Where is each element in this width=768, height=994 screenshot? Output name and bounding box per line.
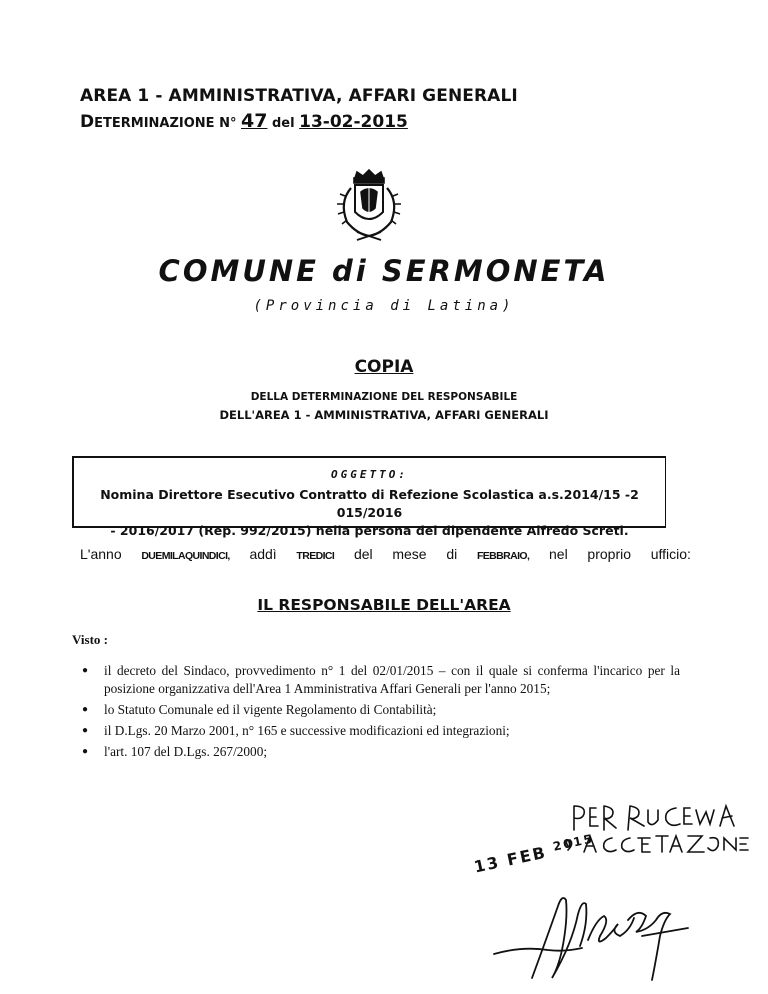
det-date: 13-02-2015 [299,112,408,132]
anno-sentence [80,546,691,562]
visto-list [104,662,680,764]
oggetto-text [78,486,661,540]
comune-title: COMUNE di SERMONETA [158,254,610,288]
anno-word: L'anno [80,546,122,562]
det-del: del [272,116,295,131]
signature [492,880,692,990]
anno-proprio: proprio [587,546,632,562]
oggetto-box [72,456,666,538]
oggetto-label: OGGETTO: [331,468,408,481]
anno-nel: nel [549,546,568,562]
coat-of-arms-icon [333,168,405,248]
anno-del: del [353,546,373,562]
list-item: ● il decreto del Sindaco, provvedimento n° 1 del 02/01/2015 – con il quale si conferma l'incarico per la posizione organizzativa dell'Area 1 Amministrativa Affari Generali per l'anno 2015; [104,662,680,698]
anno-mese: mese [392,546,427,562]
list-item: ● l'art. 107 del D.Lgs. 267/2000; [104,743,680,761]
visto-label: Visto : [72,632,108,647]
copia-title: COPIA [354,357,414,377]
det-number-label: N° [219,116,237,131]
area-title: AREA 1 - AMMINISTRATIVA, AFFARI GENERALI [80,86,518,106]
oggetto-line-1: Nomina Direttore Esecutivo Contratto di Refezione Scolastica a.s.2014/15 -2 015/2016 [100,487,639,520]
anno-addi: addì [249,546,277,562]
oggetto-line-2: - 2016/2017 (Rep. 992/2015) nella persona del dipendente Alfredo Screti. [110,523,629,538]
stamp-year: 2015 [551,831,596,854]
det-word: ETERMINAZIONE [94,116,215,131]
det-number: 47 [241,110,268,132]
det-initial: D [80,112,95,132]
anno-year: DUEMILAQUINDICI, [141,550,230,562]
anno-month: FEBBRAIO, [476,550,530,562]
anno-day: TREDICI [296,550,335,562]
list-item: ● lo Statuto Comunale ed il vigente Regolamento di Contabilità; [104,701,680,719]
anno-di: di [446,546,458,562]
responsabile-heading: IL RESPONSABILE DELL'AREA [257,596,511,614]
provincia-subtitle: (Provincia di Latina) [253,298,515,314]
anno-ufficio: ufficio: [650,546,691,562]
stamp-date: 13 FEB [472,842,549,877]
copia-subtitle-2: DELL'AREA 1 - AMMINISTRATIVA, AFFARI GENERALI [219,408,549,422]
determinazione-line [80,110,408,132]
list-item: ● il D.Lgs. 20 Marzo 2001, n° 165 e successive modificazioni ed integrazioni; [104,722,680,740]
copia-subtitle-1: DELLA DETERMINAZIONE DEL RESPONSABILE [250,391,518,403]
